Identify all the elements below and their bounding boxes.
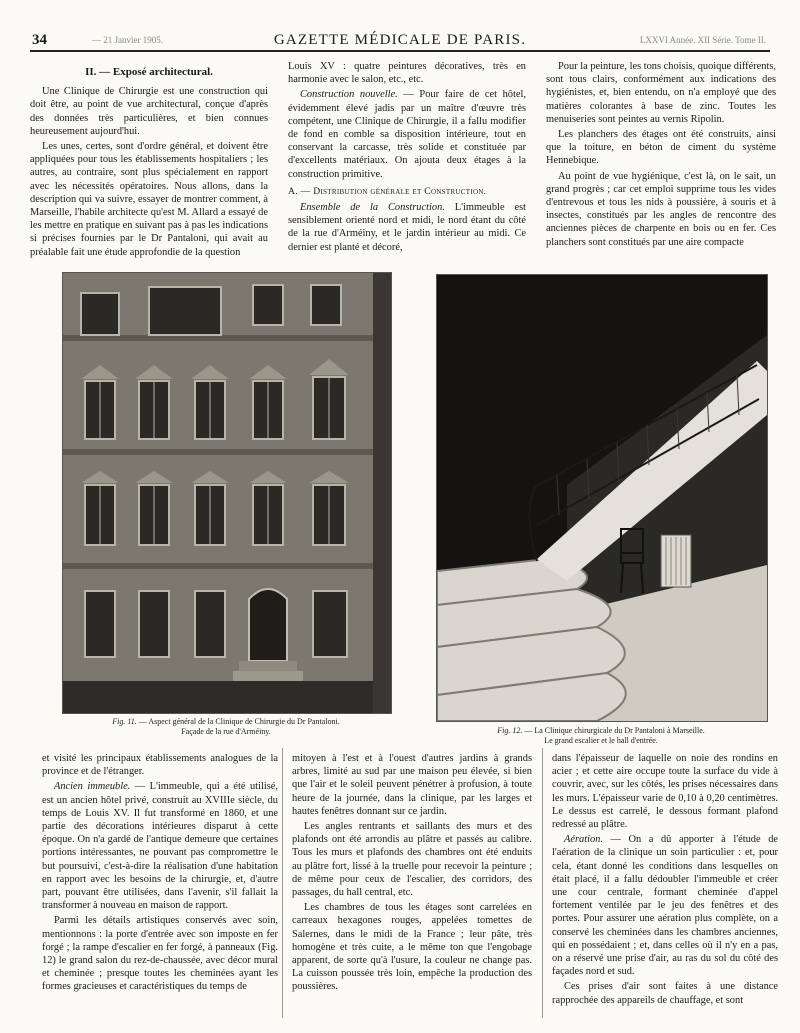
paragraph: dans l'épaisseur de laquelle on noie des rondins en acier ; et cette aire occupe toute la surface du vide à couvrir, avec, sur les côtés, les prises nécessaires dans les murs. L'épaisseur varie de 0,10 à 0,20 centimètres. Le dessus est carrelé, le dessous formant plafond redressé au plâtre. [552,753,778,831]
paragraph: Pour la peinture, les tons choisis, quoique différents, sont tous clairs, conformément aux indications des hygiénistes, et, bien entendu, on n'a employé que des matières colorantes à base de zinc. Toutes les menuiseries sont peintes au vernis Ripolin. [546,61,776,125]
facade-illustration [63,273,391,713]
figure-12-caption: Fig. 12. — La Clinique chirurgicale du Dr Pantaloni à Marseille. Le grand escalier et le hall d'entrée. [497,726,705,745]
bottom-column-3 [552,752,778,1020]
run-in-title: Ensemble de la Construction. [300,202,445,214]
paragraph: Ensemble de la Construction. L'immeuble est sensiblement orienté nord et midi, le nord étant du côté de la rue d'Arméiny, et le jardin intérieur au midi. Ce dernier est planté et décoré, [288,202,526,253]
figure-label: Fig. 12. [497,726,523,735]
figure-11-caption: Fig. 11. — Aspect général de la Clinique de Chirurgie du Dr Pantaloni. Façade de la rue d'Arméiny. [112,717,340,736]
paragraph: et visité les principaux établissements analogues de la province et de l'étranger. [42,753,278,778]
paragraph: Les unes, certes, sont d'ordre général, et doivent être appliquées pour tous les établissements hospitaliers ; les autres, au contraire, sont plus spécialement en rapport avec les nécessités opératoires. Nous allons, dans la description qui va suivre, essayer de montrer comment, à Marseille, l'habile architecte qu'est M. Allard a essayé de les mettre en pratique en suivant pas à pas les indications si précises fournies par le Dr Pantaloni, qui avait au préalable fait une étude approfondie de la question [30,141,268,258]
paragraph: Les planchers des étages ont été construits, ainsi que la toiture, en béton de ciment du système Hennebique. [546,129,776,167]
paragraph: Une Clinique de Chirurgie est une construction qui doit être, au point de vue architectural, conçue d'après des données très particulières, et bien connues heureusement aujourd'hui. [30,86,268,137]
run-in-title: Ancien immeuble. [54,781,131,793]
paragraph: Construction nouvelle. — Pour faire de cet hôtel, évidemment élevé jadis par un maître d'œuvre très compétent, une Clinique de Chirurgie, il a fallu modifier de fond en comble sa disposition intérieure, tout en conservant la carcasse, très solide et constituée par d'excellents matériaux. On ajouta deux étages à la construction primitive. [288,89,526,180]
page-number: 34 [32,32,47,48]
journal-title: GAZETTE MÉDICALE DE PARIS. [273,32,527,48]
faint-volume: LXXVI Année. XII Série. Tome II. [639,35,766,45]
subsection-heading: A. — Distribution générale et Construction. [288,185,487,197]
figure-facade-photo [62,272,392,714]
paragraph: Au point de vue hygiénique, c'est là, on le sait, un grand progrès ; car cet emploi supprime tous les vides d'entrevous et tous les nids à poussière, à souris et à insectes, constitués par les angles de rencontre des anciennes pièces de charpente en bois ou en fer. Ces planchers sont constitués par une aire compacte [546,170,776,248]
staircase-illustration [437,275,767,721]
paragraph: Les angles rentrants et saillants des murs et des plafonds ont été arrondis au plâtre et passés au calibre. Tous les murs et plafonds des chambres ont été enduits au plâtre fort, lissé à la truelle pour recevoir la peinture ; de même pour ceux de l'escalier, des corridors, des passages, du hall central, etc. [292,821,532,899]
paragraph: Ces prises d'air sont faites à une distance rapprochée des appareils de chauffage, et sont [552,981,778,1006]
bottom-column-1 [42,752,278,1020]
column-rule [542,748,543,1018]
top-column-1 [30,60,268,260]
paragraph: Louis XV : quatre peintures décoratives, très en harmonie avec le salon, etc., etc. [288,61,526,86]
faint-date: — 21 Janvier 1905. [92,35,163,45]
run-in-title: Construction nouvelle. [300,89,398,101]
bottom-column-2 [292,752,532,1020]
paragraph: Aération. — On a dû apporter à l'étude de l'aération de la clinique un soin particulier : et, pour cela, étant donné les conditions dans lesquelles on était placé, il a fallu dédoubler l'immeuble et créer une cour centrale, formant cheminée d'appel fortement ventilée par le jeu des fenêtres et des portes. Pour assurer une aération plus complète, on a conservé les cheminées dans les chambres anciennes, qui en possédaient ; et, dans celles où il n'y en a pas, on a réservé une prise d'air, au ras du sol du côté des façades nord et sud. [552,834,778,978]
page-header [30,30,770,52]
top-column-2 [288,60,526,260]
figure-label: Fig. 11. [112,717,137,726]
run-in-title: Aération. [564,834,603,846]
top-column-3 [546,60,776,260]
paragraph: Les chambres de tous les étages sont carrelées en carreaux hexagones rouges, appelées tomettes de Salernes, dans le midi de la France ; leur pâte, très homogène et très cuite, a le même ton que l'engobage apparent, de sorte qu'à l'usure, la couleur ne change pas. La cuisson poussée très loin, empêche la production des poussières. [292,902,532,993]
figure-staircase-photo [436,274,768,722]
paragraph: mitoyen à l'est et à l'ouest d'autres jardins à grands arbres, limité au sud par une maison peu élevée, si bien que l'air et le soleil peuvent pénétrer à profusion, à toute heure de la journée, dans la clinique, par les larges et hautes fenêtres donnant sur ce jardin. [292,753,532,817]
column-rule [282,748,283,1018]
paragraph: Ancien immeuble. — L'immeuble, qui a été utilisé, est un ancien hôtel privé, construit au XVIIIe siècle, du temps de Louis XV. Il fut transformé en 1860, et une partie des décorations intérieures disparut à cette époque. On n'a gardé de l'antique demeure que certaines portions intéressantes, ne pouvant pas compromettre le but poursuivi, c'est-à-dire la réalisation d'une habitation en rapport avec les besoins de la chirurgie, et, d'autre part, pouvant être utilisées, dans l'avenir, s'il fallait la transformer à nouveau en maison de rapport. [42,781,278,912]
paragraph: Parmi les détails artistiques conservés avec soin, mentionnons : la porte d'entrée avec son imposte en fer forgé ; la rampe d'escalier en fer forgé, à panneaux (Fig. 12) le grand salon du rez-de-chaussée, avec décor mural et cheminée ; presque toutes les cheminées ayant les formes gracieuses et caractéristiques du temps de [42,915,278,993]
section-heading: II. — Exposé architectural. [85,66,213,78]
